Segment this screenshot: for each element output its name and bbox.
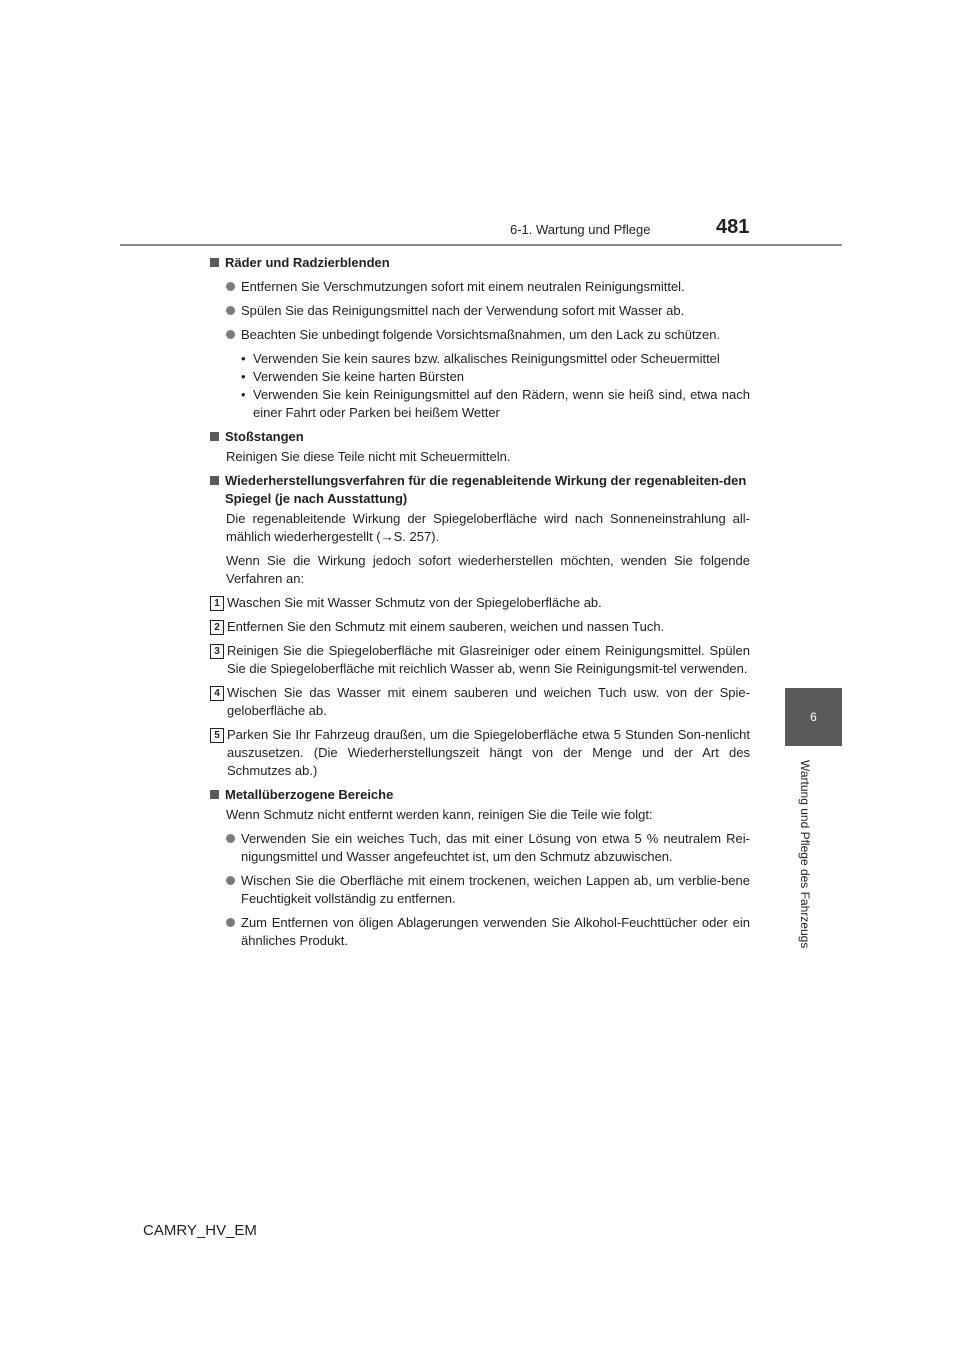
circle-bullet-icon [226,876,235,885]
sub-item-text: Verwenden Sie kein Reinigungsmittel auf den Rädern, wenn sie heiß sind, etwa nach einer Fahrt oder Parken bei heißem Wetter [253,387,750,420]
heading-text: Räder und Radzierblenden [225,255,390,270]
circle-bullet-icon [226,330,235,339]
step-number: 2 [210,620,224,635]
sub-item-text: Verwenden Sie kein saures bzw. alkalisches Reinigungsmittel oder Scheuermittel [253,351,720,366]
heading-text: Metallüberzogene Bereiche [225,787,394,802]
step-number: 4 [210,686,224,701]
bullet-text: Wischen Sie die Oberfläche mit einem trockenen, weichen Lappen ab, um verblie-bene Feuchtigkeit vollständig zu entfernen. [241,873,750,906]
list-item [226,872,750,908]
sub-bullet-icon: • [241,387,246,402]
list-item [226,278,750,296]
section-heading-wheels [210,254,750,272]
bullet-text: Zum Entfernen von öligen Ablagerungen verwenden Sie Alkohol-Feuchttücher oder ein ähnliches Produkt. [241,915,750,948]
paragraph: Wenn Sie die Wirkung jedoch sofort wiederherstellen möchten, wenden Sie folgende Verfahren an: [226,553,750,586]
square-bullet-icon [210,432,219,441]
step-text: Reinigen Sie die Spiegeloberfläche mit Glasreiniger oder einem Reinigungsmittel. Spülen Sie die Spiegeloberfläche mit reichlich Wasser ab, wenn Sie Reinigungsmit-tel verwenden. [227,643,750,676]
bullet-text: Spülen Sie das Reinigungsmittel nach der Verwendung sofort mit Wasser ab. [241,303,685,318]
step-item [210,618,750,636]
step-text: Waschen Sie mit Wasser Schmutz von der Spiegeloberfläche ab. [227,595,602,610]
bullet-text: Beachten Sie unbedingt folgende Vorsichtsmaßnahmen, um den Lack zu schützen. [241,327,721,342]
step-text: Entfernen Sie den Schmutz mit einem sauberen, weichen und nassen Tuch. [227,619,665,634]
circle-bullet-icon [226,918,235,927]
sub-list-item [241,350,750,368]
square-bullet-icon [210,790,219,799]
bullet-text: Verwenden Sie ein weiches Tuch, das mit einer Lösung von etwa 5 % neutralem Rei-nigungsmittel und Wasser angefeuchtet ist, um den Schmutz abzuwischen. [241,831,750,864]
step-item [210,726,750,780]
chapter-number: 6 [810,710,817,724]
sub-bullet-icon: • [241,369,246,384]
section-heading-mirror [210,472,750,508]
sub-list-item [241,368,750,386]
chapter-tab [785,688,842,746]
list-item [226,326,750,344]
heading-text: Stoßstangen [225,429,304,444]
paragraph: Die regenableitende Wirkung der Spiegeloberfläche wird nach Sonneneinstrahlung all-mählich wiederhergestellt (→S. 257). [226,511,750,544]
step-number: 1 [210,596,224,611]
header-divider [120,244,842,246]
step-item [210,684,750,720]
section-heading-bumpers [210,428,750,446]
sub-bullet-icon: • [241,351,246,366]
square-bullet-icon [210,258,219,267]
page-number: 481 [716,216,750,238]
chapter-label: Wartung und Pflege des Fahrzeugs [798,760,812,949]
paragraph: Reinigen Sie diese Teile nicht mit Scheuermitteln. [226,449,511,464]
heading-text: Wiederherstellungsverfahren für die regenableitende Wirkung der regenableiten-den Spiegel (je nach Ausstattung) [225,473,747,506]
step-number: 5 [210,728,224,743]
list-item [226,830,750,866]
footer-model-code: CAMRY_HV_EM [143,1222,257,1239]
sub-item-text: Verwenden Sie keine harten Bürsten [253,369,465,384]
square-bullet-icon [210,476,219,485]
bullet-text: Entfernen Sie Verschmutzungen sofort mit einem neutralen Reinigungsmittel. [241,279,685,294]
step-text: Parken Sie Ihr Fahrzeug draußen, um die Spiegeloberfläche etwa 5 Stunden Son-nenlicht auszusetzen. (Die Wiederherstellungszeit hängt von der Menge und der Art des Schmutzes ab.) [227,727,750,778]
sub-list-item [241,386,750,422]
list-item [226,302,750,320]
main-content [210,254,750,956]
step-text: Wischen Sie das Wasser mit einem sauberen und weichen Tuch usw. von der Spie-geloberfläche ab. [227,685,750,718]
step-number: 3 [210,644,224,659]
section-heading-metal [210,786,750,804]
circle-bullet-icon [226,834,235,843]
paragraph: Wenn Schmutz nicht entfernt werden kann, reinigen Sie die Teile wie folgt: [226,807,653,822]
header-section-title: 6-1. Wartung und Pflege [510,222,651,237]
circle-bullet-icon [226,306,235,315]
circle-bullet-icon [226,282,235,291]
step-item [210,642,750,678]
list-item [226,914,750,950]
step-item [210,594,750,612]
